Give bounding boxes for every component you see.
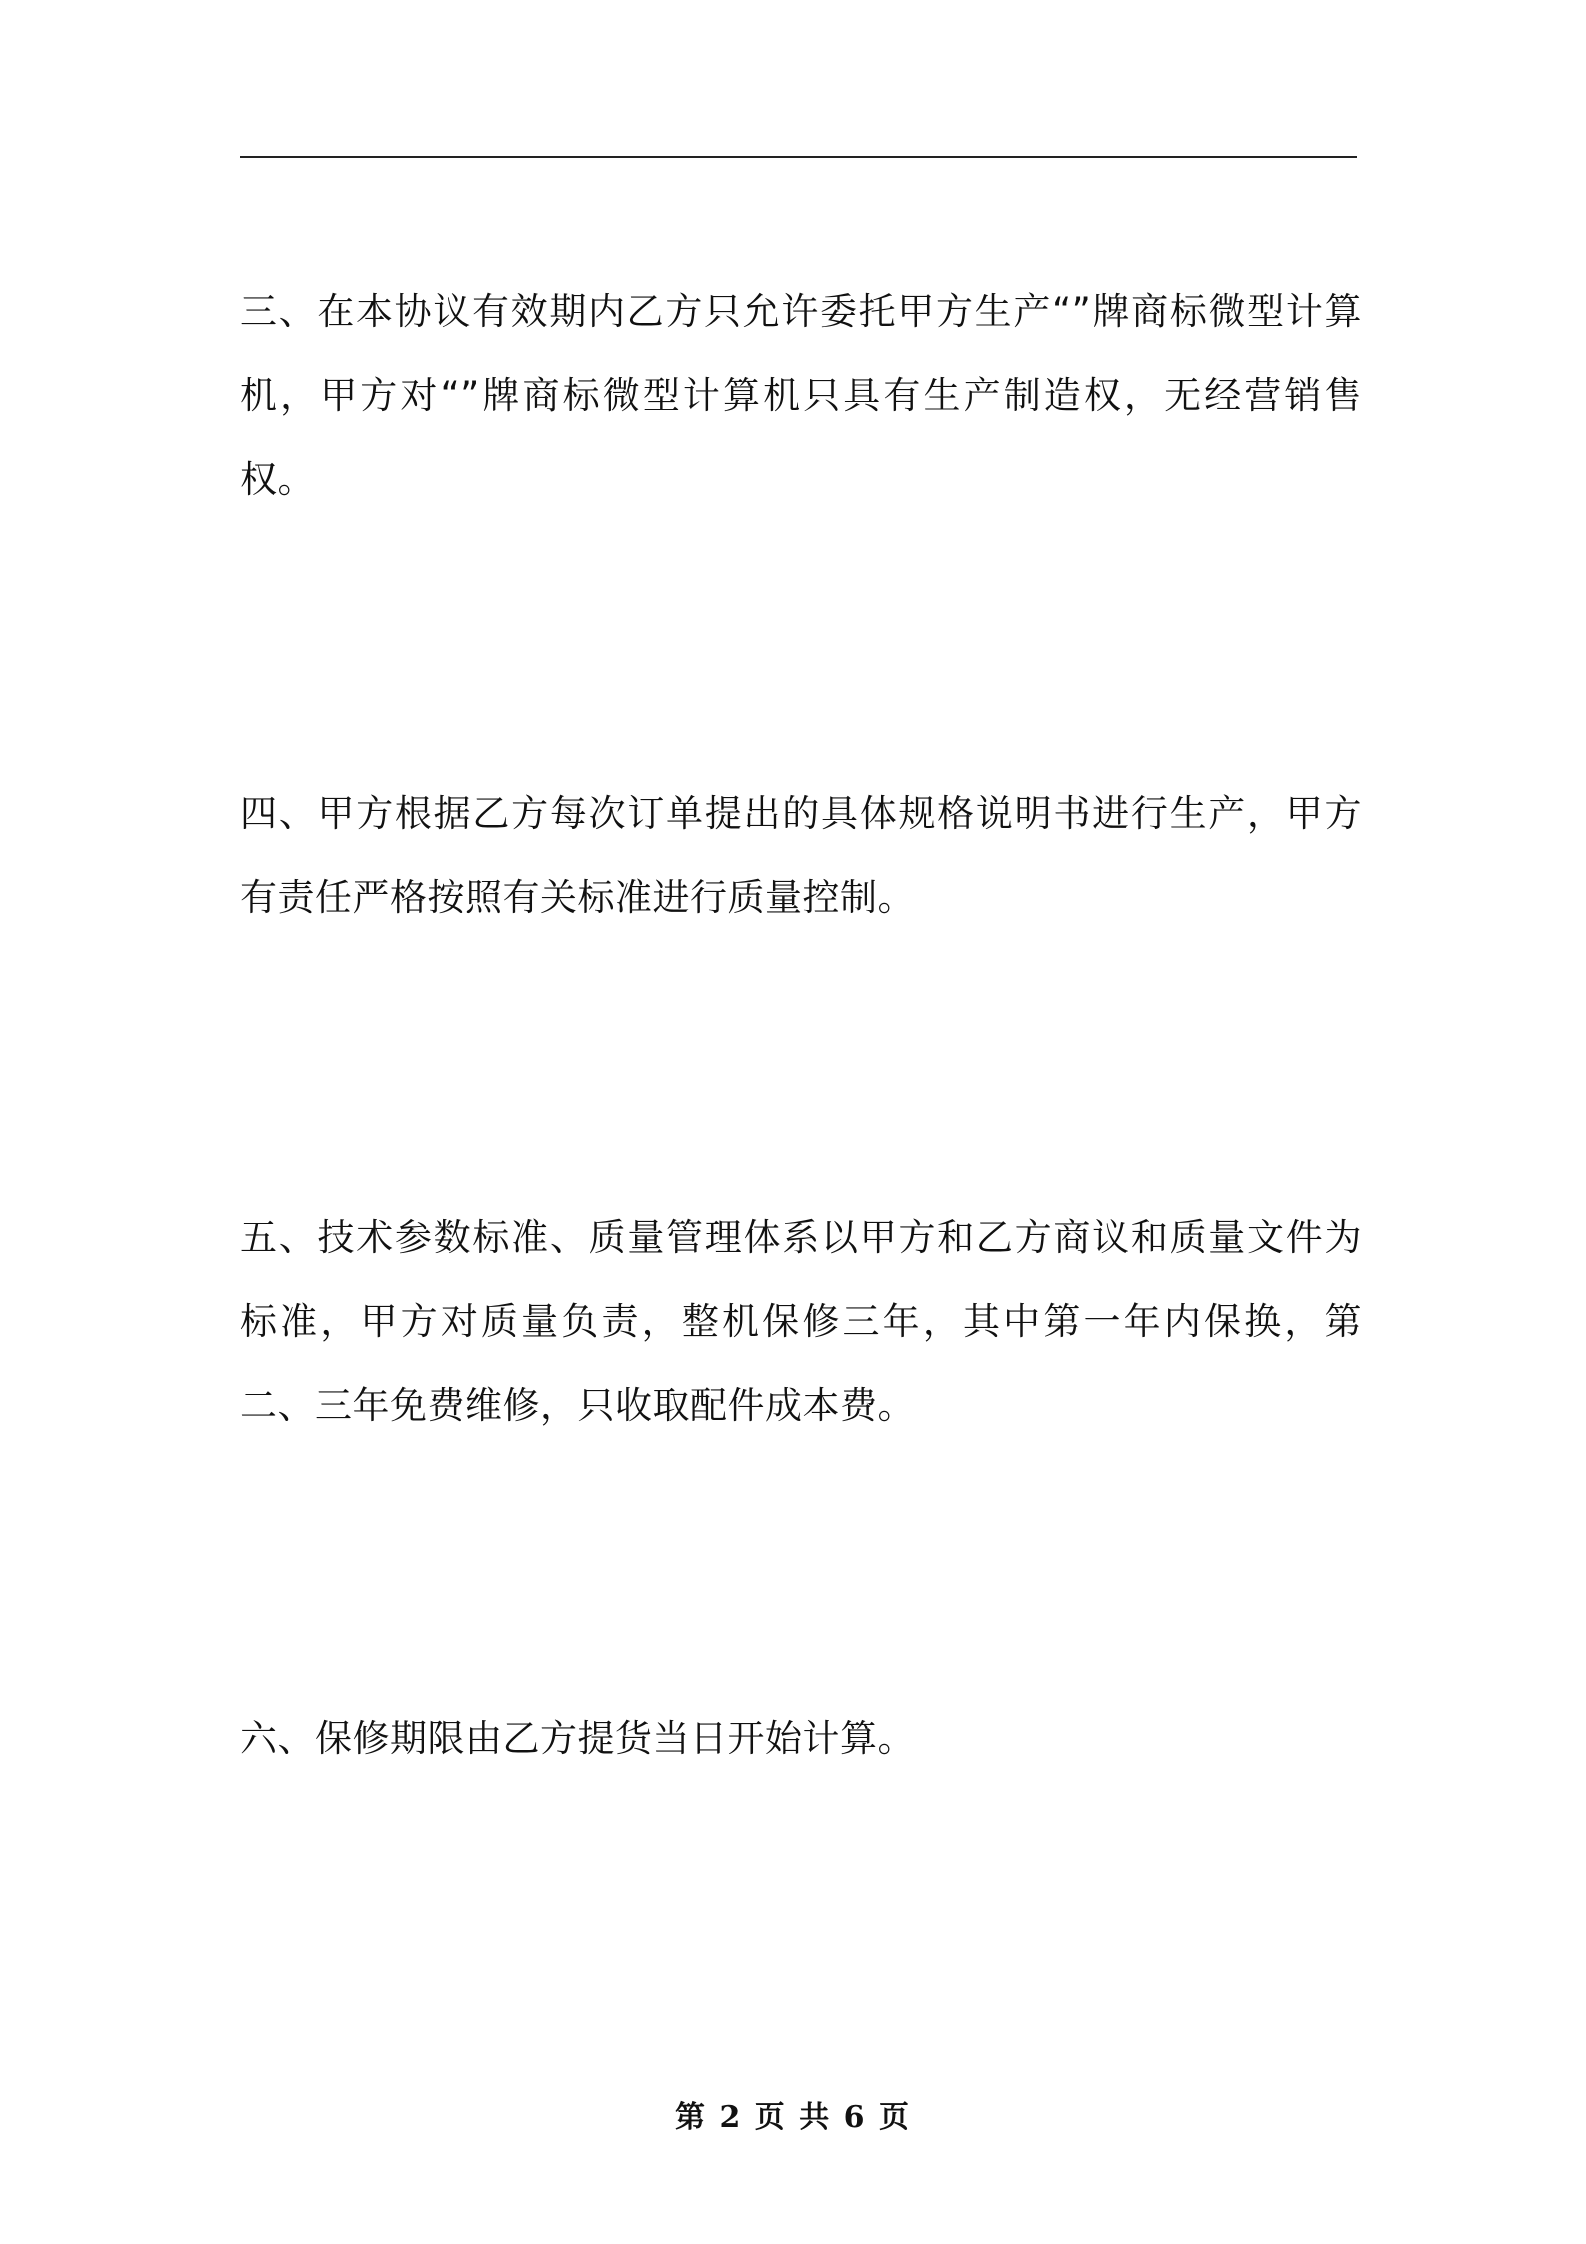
page-number-footer: 第 2 页 共 6 页 [675,2100,911,2135]
clause-4: 四、甲方根据乙方每次订单提出的具体规格说明书进行生产，甲方有责任严格按照有关标准进行质量控制。 [240,792,1362,919]
clause-3: 三、在本协议有效期内乙方只允许委托甲方生产“”牌商标微型计算机，甲方对“”牌商标微型计算机只具有生产制造权，无经营销售权。 [240,290,1362,501]
clause-5: 五、技术参数标准、质量管理体系以甲方和乙方商议和质量文件为标准，甲方对质量负责，整机保修三年，其中第一年内保换，第二、三年免费维修，只收取配件成本费。 [240,1216,1362,1427]
header-rule [240,156,1357,158]
clause-6: 六、保修期限由乙方提货当日开始计算。 [240,1717,915,1760]
